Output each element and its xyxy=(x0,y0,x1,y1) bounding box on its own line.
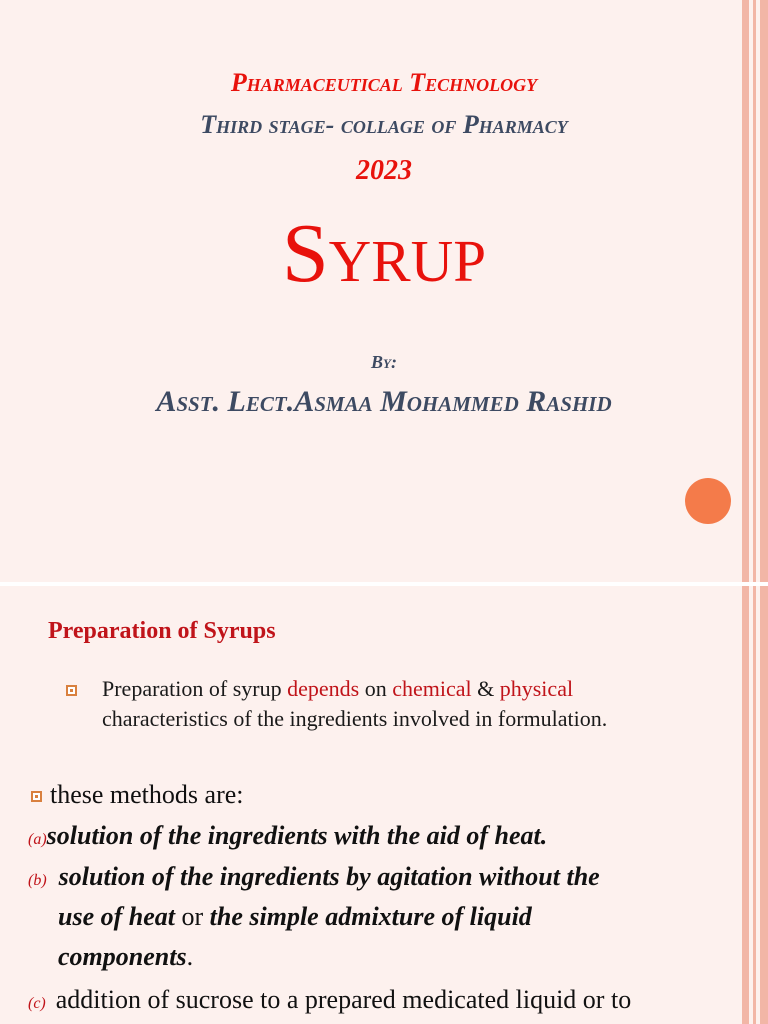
text-span: use of heat xyxy=(58,902,175,931)
method-c-text: addition of sucrose to a prepared medicated liquid or to xyxy=(55,985,632,1014)
method-b-line3 xyxy=(58,942,193,972)
slide-title: Syrup xyxy=(281,207,487,300)
text-span: on xyxy=(359,676,393,701)
text-span: . xyxy=(186,942,194,971)
highlight-depends: depends xyxy=(287,676,360,701)
text-span: components xyxy=(58,942,187,971)
text-span: or xyxy=(175,902,210,931)
decorative-stripe xyxy=(753,586,756,1024)
decorative-stripe xyxy=(760,586,768,1024)
stage-subtitle: Third stage- collage of Pharmacy xyxy=(200,110,568,139)
method-c-label: (c) xyxy=(28,995,46,1012)
methods-intro: these methods are: xyxy=(50,780,244,809)
method-a-text: solution of the ingredients with the aid of heat. xyxy=(46,821,548,850)
highlight-chemical: chemical xyxy=(392,676,472,701)
decorative-circle xyxy=(685,478,731,524)
method-a xyxy=(28,821,547,851)
highlight-physical: physical xyxy=(499,676,574,701)
bullet-paragraph xyxy=(102,674,702,734)
square-bullet-icon xyxy=(31,791,42,802)
text-span: & xyxy=(471,676,500,701)
method-b-label: (b) xyxy=(28,872,47,889)
author-name: Asst. Lect.Asmaa Mohammed Rashid xyxy=(156,385,612,418)
content-slide xyxy=(0,586,768,1024)
method-b-text: solution of the ingredients by agitation without the xyxy=(58,862,600,891)
method-a-label: (a) xyxy=(28,831,47,848)
text-span: Preparation of syrup xyxy=(102,676,288,701)
year: 2023 xyxy=(356,155,412,186)
text-span: the simple admixture of liquid xyxy=(209,902,532,931)
method-c xyxy=(28,985,631,1015)
method-b-line1 xyxy=(28,862,600,892)
decorative-stripe xyxy=(742,586,749,1024)
course-title: Pharmaceutical Technology xyxy=(230,68,538,97)
text-span: characteristics of the ingredients involved in formulation. xyxy=(102,706,608,731)
method-b-line2 xyxy=(58,902,532,932)
section-heading: Preparation of Syrups xyxy=(48,618,276,644)
square-bullet-icon xyxy=(66,685,77,696)
by-label: By: xyxy=(371,352,397,372)
